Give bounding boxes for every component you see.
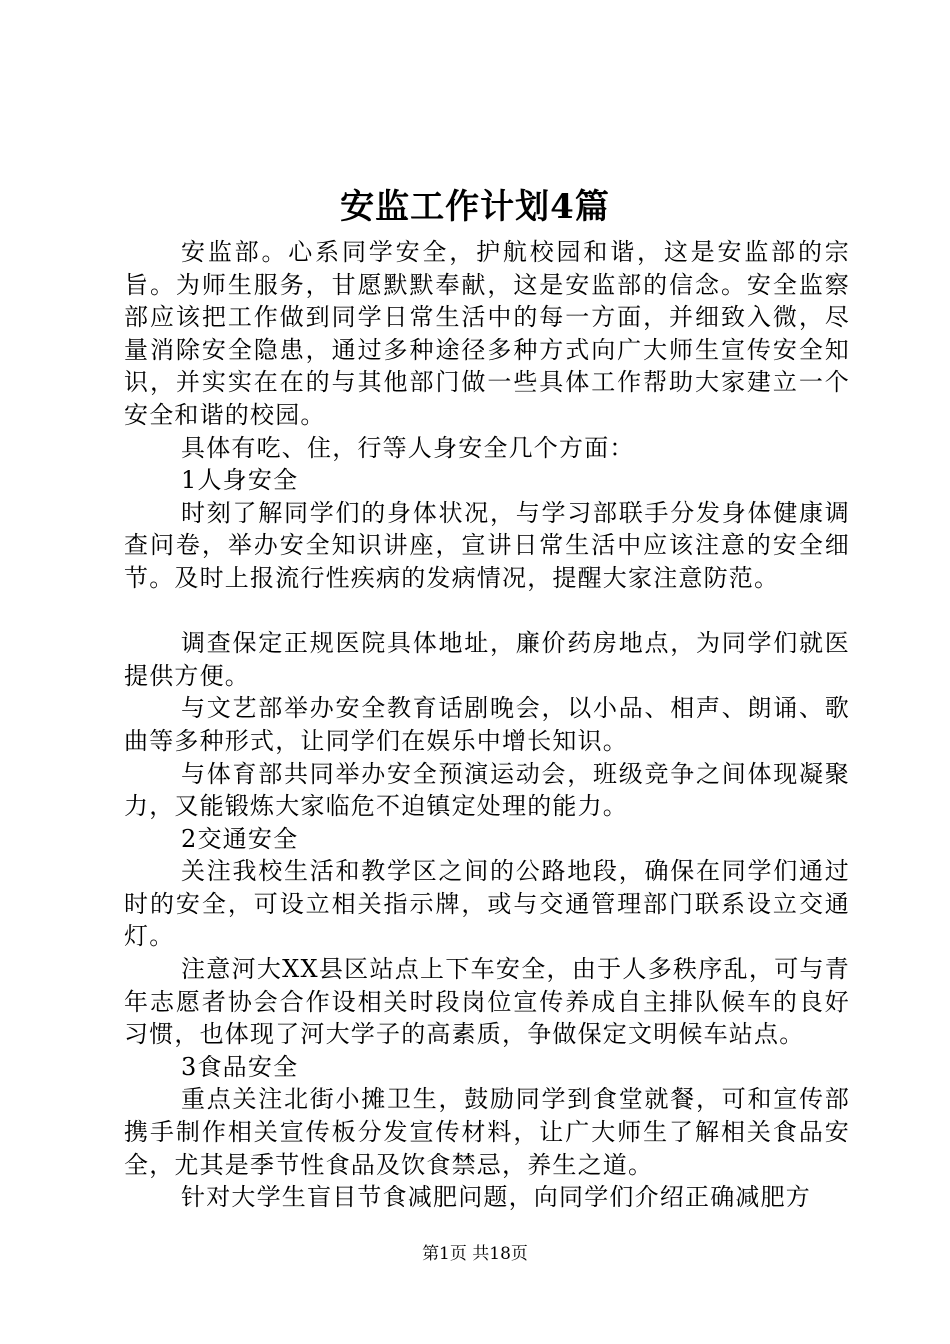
- page-number-footer: 第1页 共18页: [422, 1244, 528, 1264]
- paragraph: 时刻了解同学们的身体状况，与学习部联手分发身体健康调查问卷，举办安全知识讲座，宣讲日常生活中应该注意的安全细节。及时上报流行性疾病的发病情况，提醒大家注意防范。: [124, 498, 850, 592]
- paragraph: 安监部。心系同学安全，护航校园和谐，这是安监部的宗旨。为师生服务，甘愿默默奉献，这是安监部的信念。安全监察部应该把工作做到同学日常生活中的每一方面，并细致入微，尽量消除安全隐患，通过多种途径多种方式向广大师生宣传安全知识，并实实在在的与其他部门做一些具体工作帮助大家建立一个安全和谐的校园。: [124, 238, 850, 429]
- paragraph: 与文艺部举办安全教育话剧晚会，以小品、相声、朗诵、歌曲等多种形式，让同学们在娱乐中增长知识。: [124, 694, 850, 755]
- paragraph: 注意河大XX县区站点上下车安全，由于人多秩序乱，可与青年志愿者协会合作设相关时段岗位宣传养成自主排队候车的良好习惯，也体现了河大学子的高素质，争做保定文明候车站点。: [124, 955, 850, 1049]
- section-heading: 3食品安全: [181, 1052, 299, 1081]
- paragraph: 调查保定正规医院具体地址，廉价药房地点，为同学们就医提供方便。: [124, 629, 850, 690]
- paragraph: 针对大学生盲目节食减肥问题，向同学们介绍正确减肥方: [181, 1183, 811, 1212]
- paragraph: 关注我校生活和教学区之间的公路地段，确保在同学们通过时的安全，可设立相关指示牌，或与交通管理部门联系设立交通灯。: [124, 857, 850, 951]
- paragraph: 重点关注北街小摊卫生，鼓励同学到食堂就餐，可和宣传部携手制作相关宣传板分发宣传材料，让广大师生了解相关食品安全，尤其是季节性食品及饮食禁忌，养生之道。: [124, 1085, 850, 1179]
- document-body: [124, 236, 850, 1214]
- blank-line: [124, 595, 850, 628]
- section-heading: 1人身安全: [181, 466, 299, 495]
- paragraph: 具体有吃、住，行等人身安全几个方面：: [181, 433, 635, 462]
- section-heading: 2交通安全: [181, 824, 299, 853]
- paragraph: 与体育部共同举办安全预演运动会，班级竞争之间体现凝聚力，又能锻炼大家临危不迫镇定处理的能力。: [124, 759, 850, 821]
- document-title: 安监工作计划4篇: [340, 187, 610, 227]
